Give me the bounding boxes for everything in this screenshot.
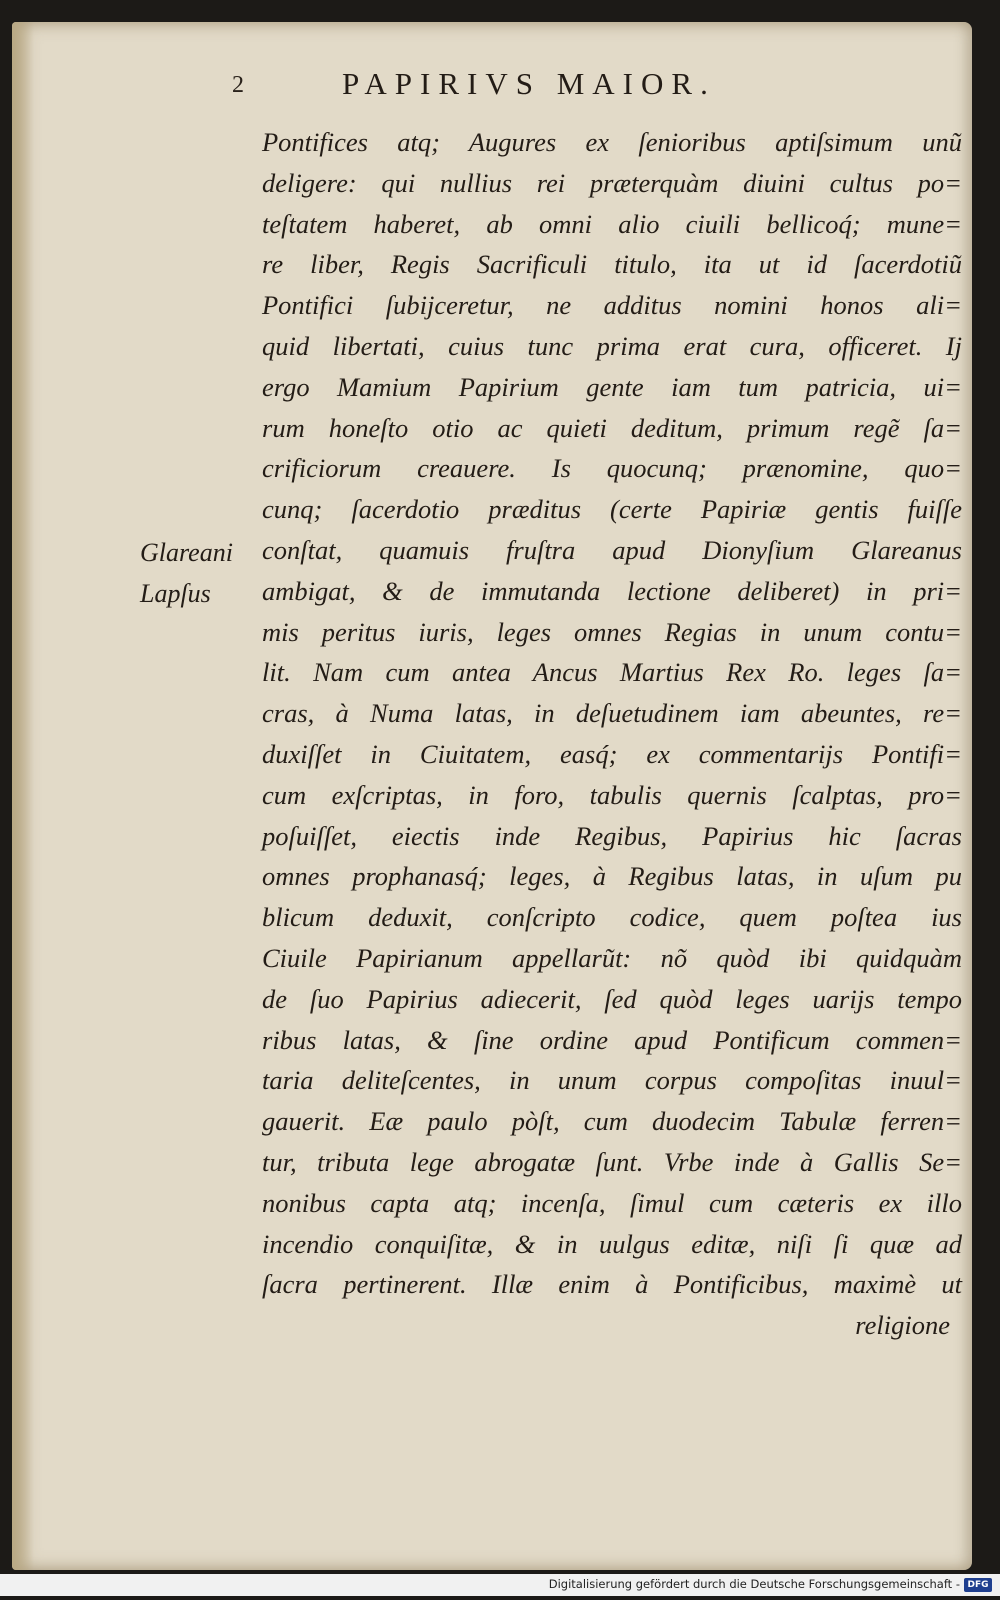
text-line: de ſuo Papirius adiecerit, ſed quòd leges uarijs tempo xyxy=(262,983,962,1014)
running-head: PAPIRIVS MAIOR. xyxy=(342,66,716,101)
page-number: 2 xyxy=(232,72,244,98)
catchword: religione xyxy=(855,1310,950,1341)
text-line: ergo Mamium Papirium gente iam tum patricia, ui= xyxy=(262,371,962,402)
scanned-page xyxy=(12,22,972,1570)
margin-note-line: Glareani xyxy=(140,538,233,567)
text-line: mis peritus iuris, leges omnes Regias in unum contu= xyxy=(262,616,962,647)
text-line: cunq; ſacerdotio præditus (certe Papiriæ gentis fuiſſe xyxy=(262,494,962,525)
text-line: quid libertati, cuius tunc prima erat cura, officeret. Ij xyxy=(262,330,962,361)
text-line: Ciuile Papirianum appellarũt: nõ quòd ibi quidquàm xyxy=(262,942,962,973)
text-line: lit. Nam cum antea Ancus Martius Rex Ro. leges ſa= xyxy=(262,657,962,688)
text-line: teſtatem haberet, ab omni alio ciuili bellicoq́; mune= xyxy=(262,208,962,239)
text-line: incendio conquiſitæ, & in uulgus editæ, niſi ſi quæ ad xyxy=(262,1228,962,1259)
footer-credit: Digitalisierung gefördert durch die Deutsche Forschungsgemeinschaft - xyxy=(548,1577,960,1591)
text-line: poſuiſſet, eiectis inde Regibus, Papirius hic ſacras xyxy=(262,820,962,851)
text-line: duxiſſet in Ciuitatem, easq́; ex commentarijs Pontifi= xyxy=(262,738,962,769)
page-header xyxy=(232,66,952,116)
text-line: blicum deduxit, conſcripto codice, quem poſtea ius xyxy=(262,902,962,933)
text-line: tur, tributa lege abrogatæ ſunt. Vrbe inde à Gallis Se= xyxy=(262,1146,962,1177)
page-spine-shadow xyxy=(12,22,34,1570)
dfg-logo: DFG xyxy=(964,1578,992,1592)
text-line: rum honeſto otio ac quieti deditum, primum regẽ ſa= xyxy=(262,412,962,443)
text-line: cum exſcriptas, in foro, tabulis quernis ſcalptas, pro= xyxy=(262,779,962,810)
main-text-block xyxy=(262,122,962,1346)
text-line: nonibus capta atq; incenſa, ſimul cum cæteris ex illo xyxy=(262,1187,962,1218)
footer-bar xyxy=(0,1574,1000,1596)
text-line: cras, à Numa latas, in deſuetudinem iam abeuntes, re= xyxy=(262,698,962,729)
text-line: ambigat, & de immutanda lectione deliberet) in pri= xyxy=(262,575,962,606)
text-line: Pontifici ſubijceretur, ne additus nomini honos ali= xyxy=(262,290,962,321)
text-line: Pontifices atq; Augures ex ſenioribus aptiſsimum unũ xyxy=(262,127,962,157)
margin-note-line: Lapſus xyxy=(140,578,211,608)
text-line: ſacra pertinerent. Illæ enim à Pontificibus, maximè ut xyxy=(262,1269,962,1300)
text-line: crificiorum creauere. Is quocunq; prænomine, quo= xyxy=(262,453,962,484)
text-line: gauerit. Eæ paulo pòſt, cum duodecim Tabulæ ferren= xyxy=(262,1106,962,1137)
text-line: re liber, Regis Sacrificuli titulo, ita ut id ſacerdotiũ xyxy=(262,249,962,280)
text-line: deligere: qui nullius rei præterquàm diuini cultus po= xyxy=(262,167,962,198)
margin-note xyxy=(140,533,260,615)
text-line: taria deliteſcentes, in unum corpus compoſitas inuul= xyxy=(262,1065,962,1096)
text-line: omnes prophanasq́; leges, à Regibus latas, in uſum pu xyxy=(262,861,962,892)
text-line: ribus latas, & ſine ordine apud Pontificum commen= xyxy=(262,1024,962,1055)
text-line: conſtat, quamuis fruſtra apud Dionyſium Glareanus xyxy=(262,534,962,565)
